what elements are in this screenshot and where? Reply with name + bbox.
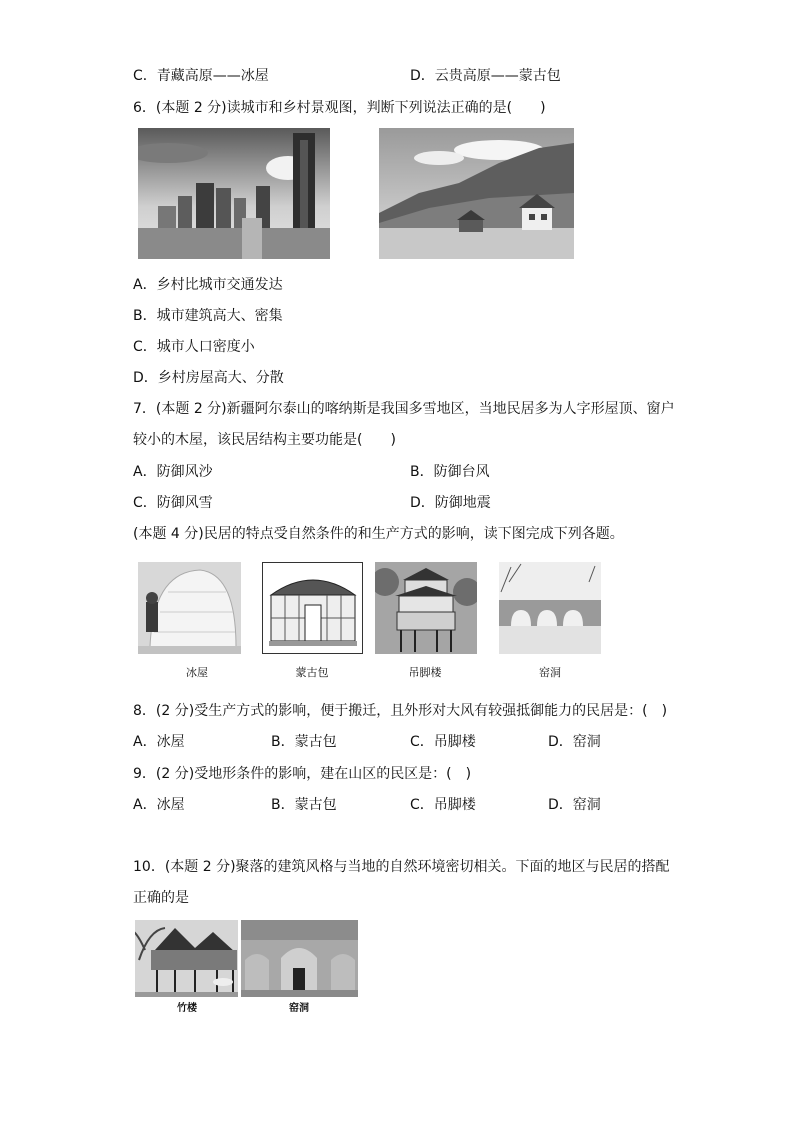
cave-house-photo bbox=[241, 920, 358, 997]
city-landscape-photo bbox=[138, 128, 330, 259]
q10-stem-line1: 10．(本题 2 分)聚落的建筑风格与当地的自然环境密切相关。下面的地区与民居的搭配 bbox=[133, 859, 670, 875]
caption-igloo: 冰屋 bbox=[186, 666, 208, 679]
q8-option-d: D．窑洞 bbox=[548, 734, 601, 750]
group-intro: (本题 4 分)民居的特点受自然条件的和生产方式的影响，读下图完成下列各题。 bbox=[133, 526, 624, 542]
q9-option-b: B．蒙古包 bbox=[271, 797, 337, 813]
cave-dwelling-photo bbox=[499, 562, 601, 654]
caption-stilt-house: 吊脚楼 bbox=[408, 666, 442, 679]
q5-option-c: C．青藏高原——冰屋 bbox=[133, 68, 269, 84]
stilt-house-photo bbox=[375, 562, 477, 654]
q7-stem-line2: 较小的木屋，该民居结构主要功能是( ) bbox=[133, 432, 396, 448]
yurt-photo bbox=[262, 562, 363, 654]
q9-options bbox=[133, 796, 601, 814]
q7-option-d: D．防御地震 bbox=[410, 495, 491, 511]
q8-stem: 8．(2 分)受生产方式的影响，便于搬迁，且外形对大风有较强抵御能力的民居是：( ) bbox=[133, 703, 668, 719]
q9-option-a: A．冰屋 bbox=[133, 797, 185, 813]
q8-option-b: B．蒙古包 bbox=[271, 734, 337, 750]
q8-options bbox=[133, 733, 601, 751]
q6-option-b: B．城市建筑高大、密集 bbox=[133, 308, 283, 324]
q7-option-b: B．防御台风 bbox=[410, 464, 490, 480]
q6-option-d: D．乡村房屋高大、分散 bbox=[133, 370, 284, 386]
q7-option-c: C．防御风雪 bbox=[133, 495, 213, 511]
caption-cave-dwelling: 窑洞 bbox=[539, 666, 561, 679]
q9-option-c: C．吊脚楼 bbox=[410, 797, 476, 813]
q10-stem-line2: 正确的是 bbox=[133, 890, 189, 906]
q8-option-a: A．冰屋 bbox=[133, 734, 185, 750]
q7-option-a: A．防御风沙 bbox=[133, 464, 213, 480]
q7-stem-line1: 7．(本题 2 分)新疆阿尔泰山的喀纳斯是我国多雪地区，当地民居多为人字形屋顶、窗户 bbox=[133, 401, 675, 417]
igloo-photo bbox=[138, 562, 241, 654]
caption-cave-house: 窑洞 bbox=[289, 1003, 309, 1014]
village-landscape-photo bbox=[379, 128, 574, 259]
caption-bamboo-house: 竹楼 bbox=[177, 1003, 197, 1014]
q8-option-c: C．吊脚楼 bbox=[410, 734, 476, 750]
q9-stem: 9．(2 分)受地形条件的影响，建在山区的民区是：( ) bbox=[133, 766, 472, 782]
q5-option-d: D．云贵高原——蒙古包 bbox=[410, 68, 561, 84]
q6-option-c: C．城市人口密度小 bbox=[133, 339, 255, 355]
q6-option-a: A．乡村比城市交通发达 bbox=[133, 277, 283, 293]
q9-option-d: D．窑洞 bbox=[548, 797, 601, 813]
caption-yurt: 蒙古包 bbox=[295, 666, 329, 679]
bamboo-house-photo bbox=[135, 920, 238, 997]
q6-stem: 6．(本题 2 分)读城市和乡村景观图，判断下列说法正确的是( ) bbox=[133, 100, 546, 116]
